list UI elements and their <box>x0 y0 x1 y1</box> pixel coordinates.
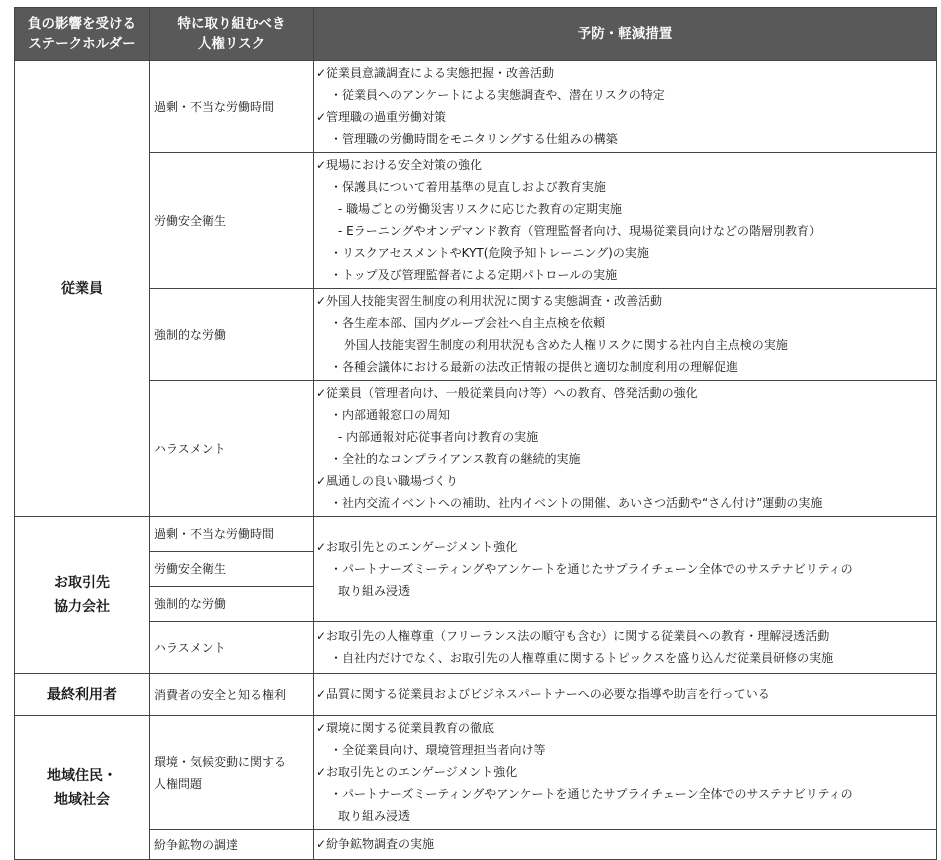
measure-line: ✓環境に関する従業員教育の徹底 <box>316 721 495 735</box>
measure-line: ・全社的なコンプライアンス教育の継続的実施 <box>330 452 581 466</box>
measure-line: ✓風通しの良い職場づくり <box>316 474 459 488</box>
header-stakeholder: 負の影響を受ける ステークホルダー <box>15 8 150 61</box>
risk-cell: 過剰・不当な労働時間 <box>150 61 314 153</box>
risk-cell: ハラスメント <box>150 622 314 674</box>
risk-cell: ハラスメント <box>150 381 314 517</box>
stakeholder-employees: 従業員 <box>15 61 150 517</box>
measure-line: 外国人技能実習生制度の利用状況も含めた人権リスクに関する社内自主点検の実施 <box>344 338 788 352</box>
header-measures: 予防・軽減措置 <box>314 8 937 61</box>
table-row <box>15 622 937 674</box>
risk-cell: 消費者の安全と知る権利 <box>150 674 314 716</box>
measure-line: ✓お取引先とのエンゲージメント強化 <box>316 765 518 779</box>
measure-line: - 内部通報対応従事者向け教育の実施 <box>338 430 539 444</box>
measures-cell <box>314 674 937 716</box>
measure-line: ・各種会議体における最新の法改正情報の提供と適切な制度利用の理解促進 <box>330 360 739 374</box>
measure-line: ✓現場における安全対策の強化 <box>316 158 483 172</box>
measure-line: ・パートナーズミーティングやアンケートを通じたサプライチェーン全体でのサステナビリティの <box>330 787 853 801</box>
measure-line: 取り組み浸透 <box>338 583 411 598</box>
table-row <box>15 289 937 381</box>
risk-cell: 紛争鉱物の調達 <box>150 830 314 860</box>
header-row <box>15 8 937 61</box>
stakeholder-end-users: 最終利用者 <box>15 674 150 716</box>
table-row <box>15 381 937 517</box>
measure-line: ✓管理職の過重労働対策 <box>316 110 447 124</box>
measure-line: ・管理職の労働時間をモニタリングする仕組みの構築 <box>330 132 618 146</box>
header-risk: 特に取り組むべき 人権リスク <box>150 8 314 61</box>
measure-line: ・保護具について着用基準の見直しおよび教育実施 <box>330 180 606 194</box>
measure-line: ・社内交流イベントへの補助、社内イベントの開催、あいさつ活動や“さん付け”運動の実施 <box>330 496 823 510</box>
measure-line: ・リスクアセスメントやKYT(危険予知トレーニング)の実施 <box>330 246 649 260</box>
measure-line: ✓従業員意識調査による実態把握・改善活動 <box>316 66 555 80</box>
measure-line: - Eラーニングやオンデマンド教育（管理監督者向け、現場従業員向けなどの階層別教育） <box>338 224 822 238</box>
measures-cell <box>314 517 937 622</box>
table-row <box>15 830 937 860</box>
stakeholder-community: 地域住民・ 地域社会 <box>15 716 150 860</box>
risk-cell: 労働安全衛生 <box>150 153 314 289</box>
measures-cell <box>314 622 937 674</box>
measure-line: ✓お取引先の人権尊重（フリーランス法の順守も含む）に関する従業員への教育・理解浸透活動 <box>316 629 830 643</box>
measure-line: - 職場ごとの労働災害リスクに応じた教育の定期実施 <box>338 202 622 216</box>
measure-line: ✓品質に関する従業員およびビジネスパートナーへの必要な指導や助言を行っている <box>316 687 770 701</box>
measure-line: ・パートナーズミーティングやアンケートを通じたサプライチェーン全体でのサステナビリティの <box>330 561 853 576</box>
table-row <box>15 61 937 153</box>
table-row <box>15 517 937 552</box>
measure-line: ・従業員へのアンケートによる実態調査や、潜在リスクの特定 <box>330 88 665 102</box>
measures-cell <box>314 830 937 860</box>
human-rights-risk-table <box>14 7 937 860</box>
measures-cell <box>314 289 937 381</box>
measure-line: ・全従業員向け、環境管理担当者向け等 <box>330 743 546 757</box>
measure-line: ✓従業員（管理者向け、一般従業員向け等）への教育、啓発活動の強化 <box>316 386 698 400</box>
table-row <box>15 716 937 830</box>
measure-line: ・内部通報窓口の周知 <box>330 408 451 422</box>
risk-cell: 強制的な労働 <box>150 587 314 622</box>
risk-cell: 過剰・不当な労働時間 <box>150 517 314 552</box>
measure-line: 取り組み浸透 <box>338 809 411 823</box>
measures-cell <box>314 716 937 830</box>
measure-line: ・自社内だけでなく、お取引先の人権尊重に関するトピックスを盛り込んだ従業員研修の実施 <box>330 651 834 665</box>
measure-line: ・トップ及び管理監督者による定期パトロールの実施 <box>330 268 618 282</box>
measure-line: ✓お取引先とのエンゲージメント強化 <box>316 539 518 554</box>
risk-cell: 強制的な労働 <box>150 289 314 381</box>
risk-cell: 環境・気候変動に関する 人権問題 <box>150 716 314 830</box>
measures-cell <box>314 381 937 517</box>
measure-line: ・各生産本部、国内グループ会社へ自主点検を依頼 <box>330 316 606 330</box>
measures-cell <box>314 153 937 289</box>
measures-cell <box>314 61 937 153</box>
stakeholder-partners: お取引先 協力会社 <box>15 517 150 674</box>
measure-line: ✓紛争鉱物調査の実施 <box>316 837 435 851</box>
table-row <box>15 674 937 716</box>
table-row <box>15 153 937 289</box>
risk-cell: 労働安全衛生 <box>150 552 314 587</box>
measure-line: ✓外国人技能実習生制度の利用状況に関する実態調査・改善活動 <box>316 294 663 308</box>
